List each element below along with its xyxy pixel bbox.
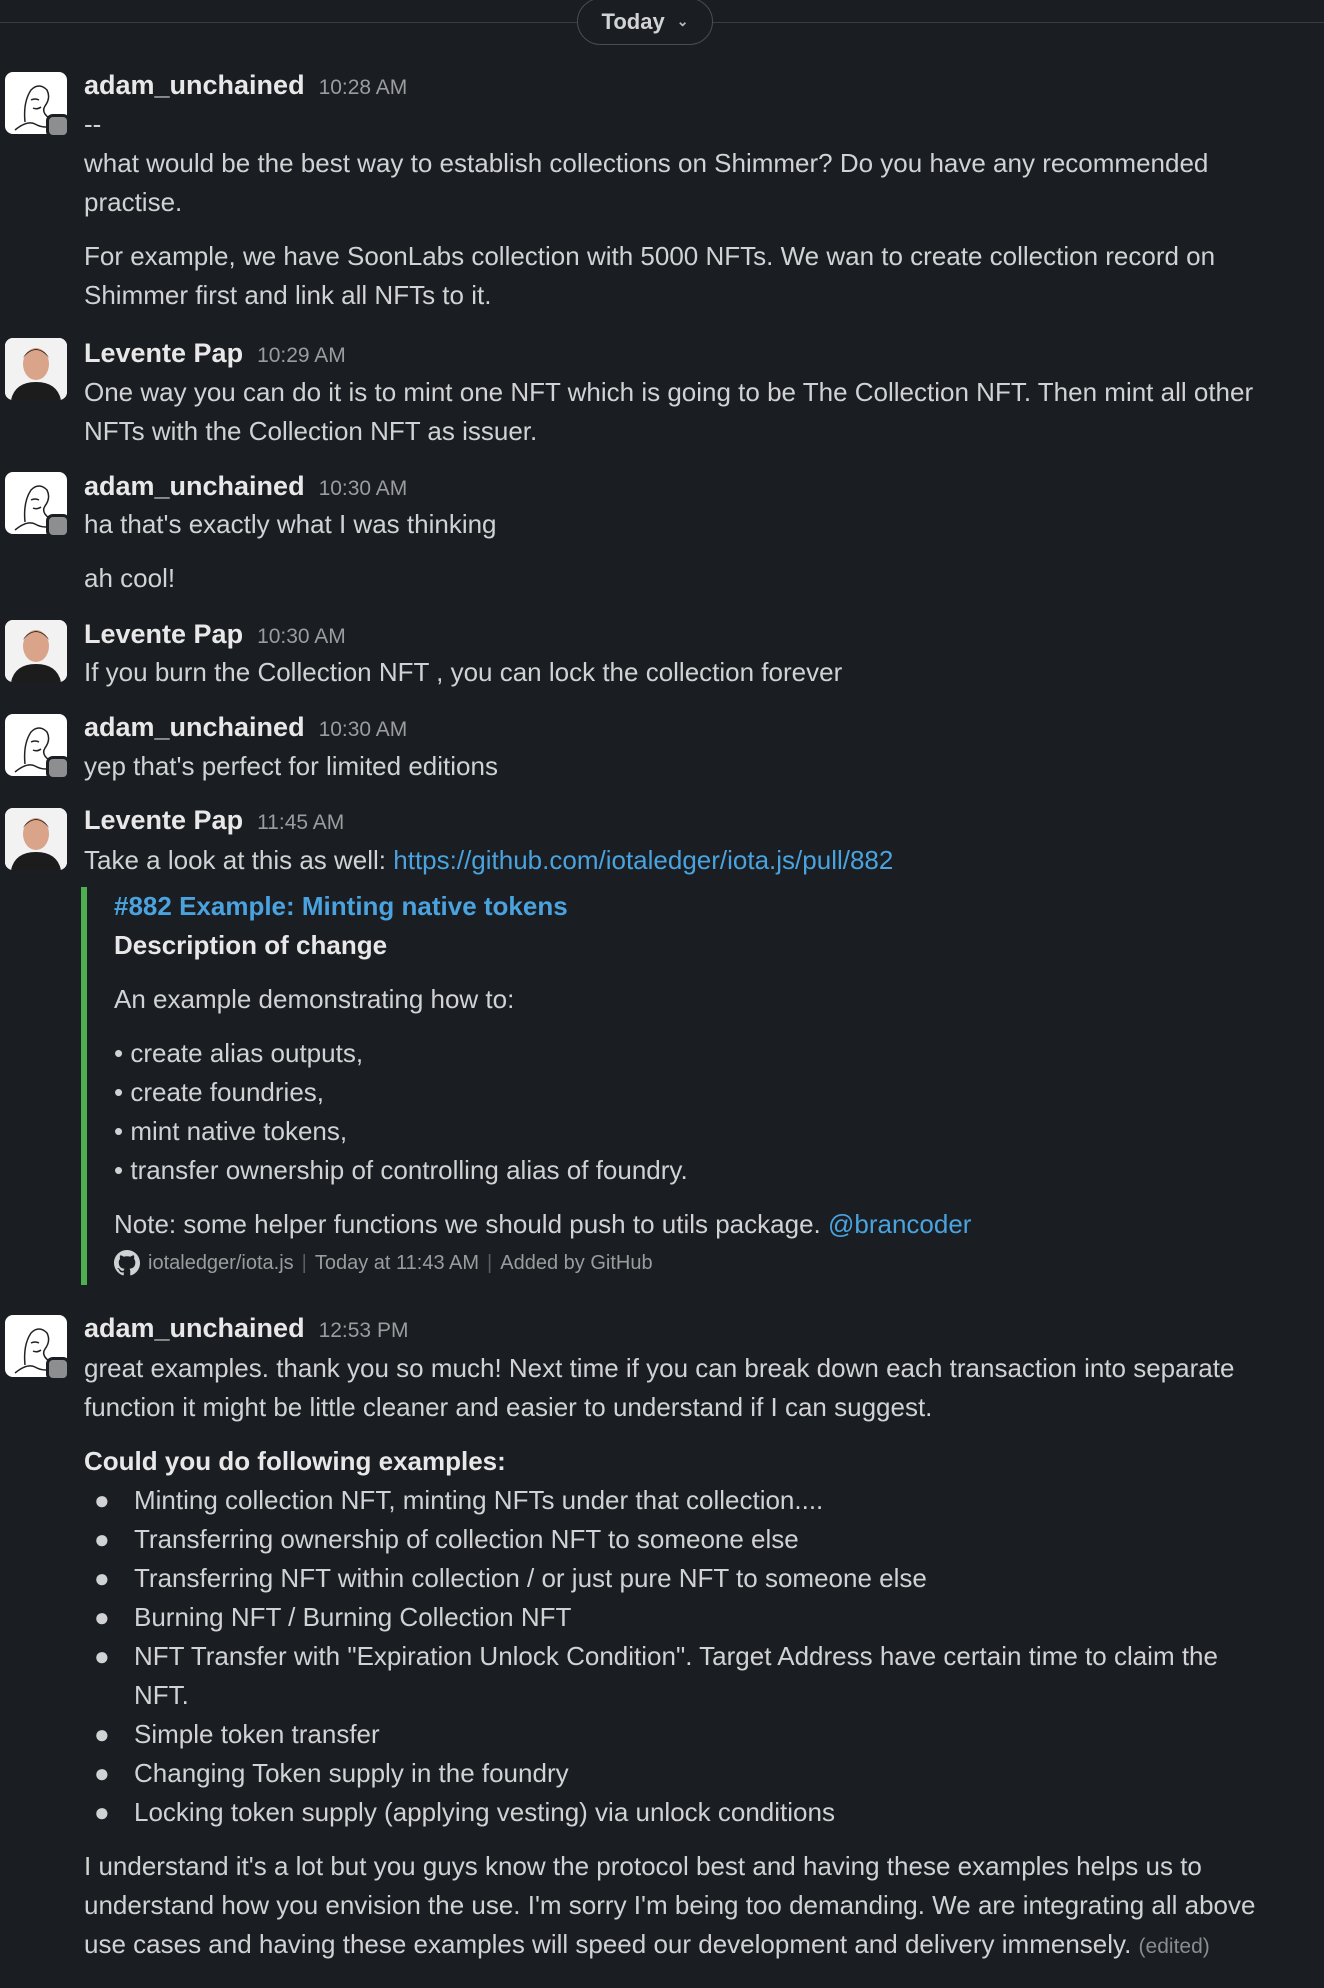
list-item <box>84 1637 1294 1676</box>
message-line: One way you can do it is to mint one NFT which is going to be The Collection NFT. Then mint all other <box>84 377 1254 407</box>
list-item <box>84 1598 1294 1637</box>
message-line: I understand it's a lot but you guys know the protocol best and having these examples helps us to <box>84 1851 1202 1881</box>
timestamp[interactable]: 10:29 AM <box>257 344 346 367</box>
bullet-text: create alias outputs, <box>130 1038 364 1068</box>
link-unfurl-attachment <box>81 887 1281 1285</box>
bullet-glyph: • <box>114 1077 124 1107</box>
github-icon <box>114 1250 140 1276</box>
attachment-bullet <box>114 1034 1281 1073</box>
message-text <box>84 1349 1294 1966</box>
username[interactable]: adam_unchained <box>84 712 305 742</box>
bullet-glyph: ● <box>94 1758 110 1788</box>
photo-avatar-icon <box>5 338 67 400</box>
message-line: Take a look at this as well: <box>84 845 394 875</box>
footer-separator: | <box>301 1251 307 1274</box>
bullet-glyph: • <box>114 1116 124 1146</box>
photo-avatar-icon <box>5 808 67 870</box>
message-line: yep that's perfect for limited editions <box>84 751 498 781</box>
attachment-bullet <box>114 1151 1281 1190</box>
message-line: ah cool! <box>84 563 176 593</box>
attachment-subtitle: Description of change <box>114 930 388 960</box>
photo-avatar-icon <box>5 620 67 682</box>
message-line: -- <box>84 109 102 139</box>
list-item-text: Transferring ownership of collection NFT to someone else <box>134 1524 799 1554</box>
username[interactable]: adam_unchained <box>84 1313 305 1343</box>
attachment-bullet <box>114 1073 1281 1112</box>
username[interactable]: adam_unchained <box>84 70 305 100</box>
repo-name[interactable]: iotaledger/iota.js <box>148 1251 294 1274</box>
timestamp[interactable]: 10:30 AM <box>257 625 346 648</box>
bullet-glyph: ● <box>94 1485 110 1515</box>
username[interactable]: adam_unchained <box>84 471 305 501</box>
attachment-footer <box>114 1250 1281 1276</box>
timestamp[interactable]: 11:45 AM <box>257 811 345 834</box>
attachment-intro: An example demonstrating how to: <box>114 984 515 1014</box>
message-line: ha that's exactly what I was thinking <box>84 509 497 539</box>
bullet-glyph: • <box>114 1155 124 1185</box>
bullet-text: create foundries, <box>130 1077 325 1107</box>
message-line: great examples. thank you so much! Next time if you can break down each transaction into separate <box>84 1353 1235 1383</box>
bullet-glyph: ● <box>94 1602 110 1632</box>
timestamp[interactable]: 10:30 AM <box>318 477 408 500</box>
list-item <box>84 1520 1294 1559</box>
list-item-text: Burning NFT / Burning Collection NFT <box>134 1602 572 1632</box>
timestamp[interactable]: 12:53 PM <box>318 1319 409 1342</box>
bullet-glyph: ● <box>94 1524 110 1554</box>
day-divider-button[interactable] <box>577 0 713 45</box>
list-item-text: Changing Token supply in the foundry <box>134 1758 569 1788</box>
bullet-glyph: ● <box>94 1719 110 1749</box>
attachment-bullet <box>114 1112 1281 1151</box>
list-heading: Could you do following examples: <box>84 1446 506 1476</box>
user-mention-link[interactable]: @brancoder <box>827 1209 972 1239</box>
message-line: Shimmer first and link all NFTs to it. <box>84 280 492 310</box>
list-item <box>84 1481 1294 1520</box>
message-line: what would be the best way to establish collections on Shimmer? Do you have any recommended <box>84 148 1209 178</box>
attachment-added-by: Added by GitHub <box>500 1251 653 1274</box>
message-text <box>84 105 1294 315</box>
bullet-glyph: ● <box>94 1641 110 1671</box>
footer-separator: | <box>487 1251 493 1274</box>
bullet-glyph: ● <box>94 1563 110 1593</box>
message-text <box>84 505 1294 598</box>
list-item <box>84 1559 1294 1598</box>
edited-label: (edited) <box>1138 1935 1210 1958</box>
list-item-text: Simple token transfer <box>134 1719 380 1749</box>
list-item-continuation <box>84 1676 1294 1715</box>
presence-status-icon <box>49 117 67 135</box>
message-line: function it might be little cleaner and easier to understand if I can suggest. <box>84 1392 933 1422</box>
message-line: practise. <box>84 187 183 217</box>
timestamp[interactable]: 10:30 AM <box>318 718 408 741</box>
list-item-text: NFT. <box>134 1680 189 1710</box>
bullet-text: transfer ownership of controlling alias of foundry. <box>130 1155 688 1185</box>
avatar[interactable] <box>5 620 67 682</box>
message-line: NFTs with the Collection NFT as issuer. <box>84 416 538 446</box>
list-item <box>84 1793 1294 1832</box>
list-item-text: Transferring NFT within collection / or just pure NFT to someone else <box>134 1563 927 1593</box>
bullet-glyph: • <box>114 1038 124 1068</box>
closing-text: use cases and having these examples will speed our development and delivery immensely. <box>84 1929 1132 1959</box>
list-item-text: Minting collection NFT, minting NFTs under that collection.... <box>134 1485 824 1515</box>
list-item-text: NFT Transfer with "Expiration Unlock Condition". Target Address have certain time to claim the <box>134 1641 1218 1671</box>
chevron-down-icon: ⌄ <box>676 13 689 29</box>
list-item <box>84 1754 1294 1793</box>
message-text <box>84 841 1294 880</box>
day-divider-label: Today <box>601 8 665 34</box>
list-item <box>84 1715 1294 1754</box>
bullet-text: mint native tokens, <box>130 1116 348 1146</box>
avatar[interactable] <box>5 338 67 400</box>
note-text: Note: some helper functions we should push to utils package. <box>114 1209 828 1239</box>
message-line: If you burn the Collection NFT , you can lock the collection forever <box>84 657 843 687</box>
presence-status-icon <box>49 517 67 535</box>
attachment-note <box>114 1205 1281 1244</box>
github-pr-link[interactable]: https://github.com/iotaledger/iota.js/pull/882 <box>393 845 894 875</box>
username[interactable]: Levente Pap <box>84 805 244 835</box>
avatar[interactable] <box>5 808 67 870</box>
message-line: For example, we have SoonLabs collection with 5000 NFTs. We wan to create collection record on <box>84 241 1216 271</box>
message-text <box>84 747 1294 786</box>
message-text <box>84 373 1294 451</box>
attachment-time[interactable]: Today at 11:43 AM <box>314 1251 480 1274</box>
message-line: understand how you envision the use. I'm sorry I'm being too demanding. We are integrating all above <box>84 1890 1256 1920</box>
list-item-text: Locking token supply (applying vesting) via unlock conditions <box>134 1797 835 1827</box>
timestamp[interactable]: 10:28 AM <box>318 76 408 99</box>
attachment-title-link[interactable]: #882 Example: Minting native tokens <box>114 891 568 921</box>
username[interactable]: Levente Pap <box>84 338 244 368</box>
username[interactable]: Levente Pap <box>84 619 244 649</box>
presence-status-icon <box>49 1360 67 1378</box>
message-line <box>84 1925 1294 1966</box>
presence-status-icon <box>49 759 67 777</box>
message-text <box>84 653 1294 692</box>
bullet-glyph: ● <box>94 1797 110 1827</box>
